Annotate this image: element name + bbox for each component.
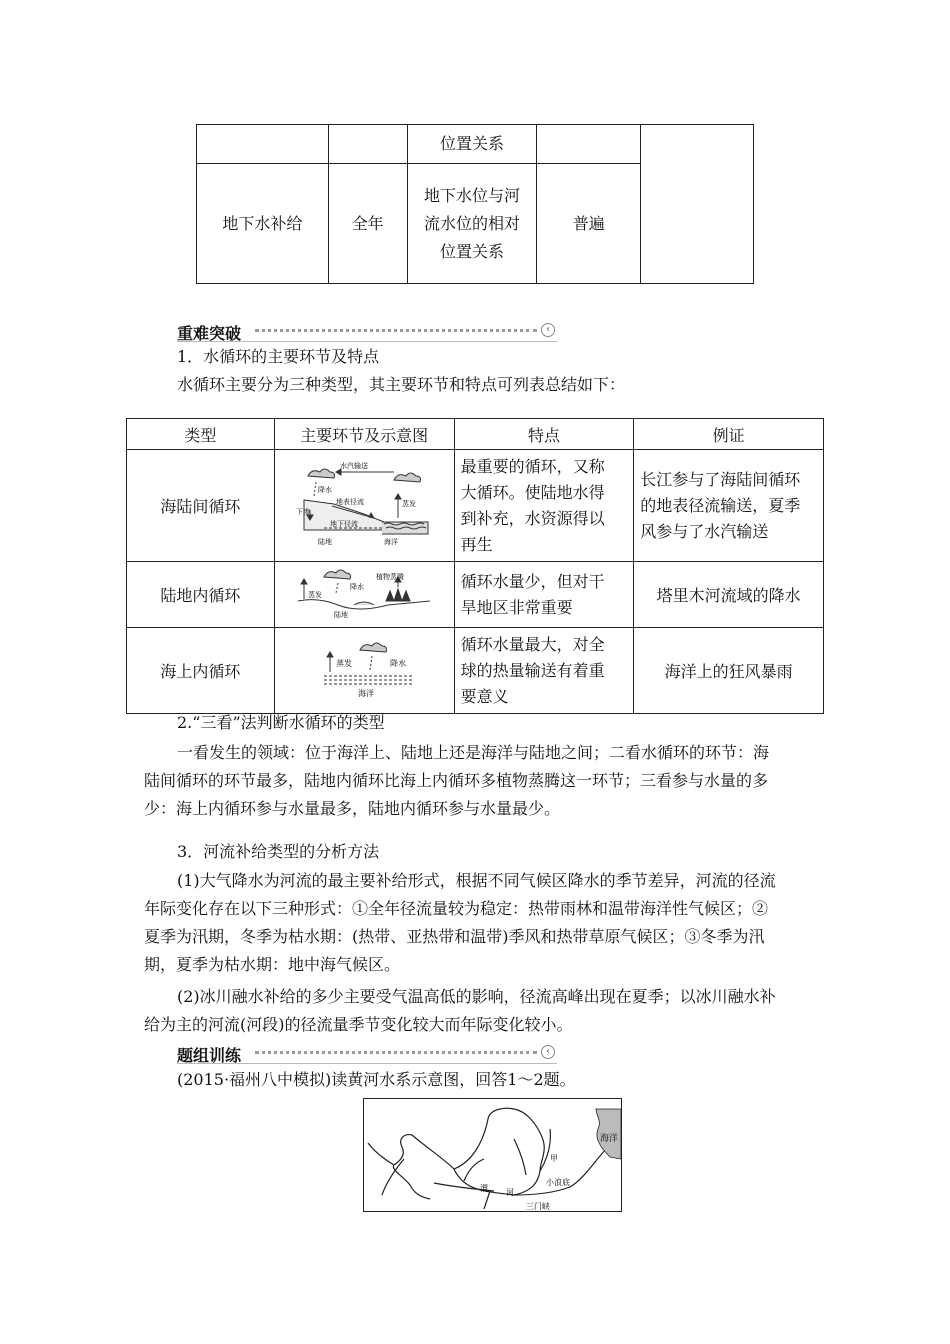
water-cycle-table bbox=[126, 418, 824, 714]
top-table-cell: 地下水位与河 流水位的相对 位置关系 bbox=[407, 164, 537, 284]
section2-intro: (2015·福州八中模拟)读黄河水系示意图，回答1～2题。 bbox=[177, 1070, 576, 1089]
chevron-left-icon: ‹ bbox=[541, 1045, 555, 1059]
diagram-label: 地表径流 bbox=[336, 497, 365, 506]
example-cell: 塔里木河流域的降水 bbox=[634, 562, 824, 628]
diagram-cell bbox=[274, 450, 454, 562]
features-cell: 循环水量最大，对全 球的热量输送有着重 要意义 bbox=[454, 628, 634, 714]
section-heading-1 bbox=[177, 320, 557, 342]
example-cell: 长江参与了海陆间循环 的地表径流输送，夏季 风参与了水汽输送 bbox=[634, 450, 824, 562]
section-heading-text: 题组训练 bbox=[177, 1046, 242, 1065]
top-table-cell: 普遍 bbox=[537, 164, 641, 284]
item3-para1: (1)大气降水为河流的最主要补给形式，根据不同气候区降水的季节差异，河流的径流 年际变化存在以下三种形式：①全年径流量较为稳定：热带雨林和温带海洋性气候区；② 夏季为汛期，冬季为枯水期：(热带、亚热带和温带)季风和热带草原气候区；③冬季为汛 期，夏季为枯水期：地中海气候区。 bbox=[144, 871, 776, 974]
item2-title: 2.“三看”法判断水循环的类型 bbox=[177, 713, 385, 732]
sea-land-cycle-diagram bbox=[294, 456, 434, 552]
features-cell: 循环水量少，但对干 旱地区非常重要 bbox=[454, 562, 634, 628]
item1-title: 1．水循环的主要环节及特点 bbox=[177, 347, 380, 366]
top-table-cell: 地下水补给 bbox=[197, 164, 329, 284]
heading-underline bbox=[177, 341, 557, 342]
table-row bbox=[127, 450, 824, 562]
diagram-label: 海洋 bbox=[384, 537, 399, 546]
heading-divider bbox=[255, 329, 537, 332]
cycle-type: 海陆间循环 bbox=[127, 450, 275, 562]
top-table-cell bbox=[197, 125, 329, 164]
diagram-label: 降水 bbox=[390, 658, 407, 668]
diagram-label: 陆地 bbox=[318, 537, 333, 546]
land-cycle-diagram bbox=[294, 565, 434, 621]
diagram-label: 降水 bbox=[350, 582, 365, 591]
item1-intro: 水循环主要分为三种类型，其主要环节和特点可列表总结如下： bbox=[177, 375, 626, 394]
table-header: 例证 bbox=[634, 419, 824, 450]
heading-underline bbox=[177, 1063, 557, 1064]
map-label-sea: 海洋 bbox=[600, 1134, 619, 1144]
map-label-he: 河 bbox=[506, 1188, 514, 1197]
river-system-svg bbox=[364, 1099, 621, 1211]
item2-body: 一看发生的领域：位于海洋上、陆地上还是海洋与陆地之间；二看水循环的环节：海 陆间循环的环节最多，陆地内循环比海上内循环多植物蒸腾这一环节；三看参与水量的多 少：海上内循环参与水量最多，陆地内循环参与水量最少。 bbox=[144, 743, 770, 818]
diagram-label: 蒸发 bbox=[402, 499, 417, 508]
yellow-river-map bbox=[363, 1098, 622, 1212]
cycle-type: 海上内循环 bbox=[127, 628, 275, 714]
item3-title: 3．河流补给类型的分析方法 bbox=[177, 842, 380, 861]
table-row bbox=[127, 628, 824, 714]
diagram-label: 植物蒸腾 bbox=[376, 572, 405, 581]
table-row bbox=[127, 562, 824, 628]
ocean-cycle-diagram bbox=[294, 636, 434, 702]
section-heading-text: 重难突破 bbox=[177, 324, 242, 343]
diagram-label: 水汽输送 bbox=[340, 461, 369, 470]
map-label-wei: 渭 bbox=[480, 1184, 488, 1193]
section-heading-2 bbox=[177, 1042, 557, 1064]
cycle-type: 陆地内循环 bbox=[127, 562, 275, 628]
top-table-cell bbox=[328, 125, 407, 164]
map-label-sanmenxia: 三门峡 bbox=[526, 1202, 550, 1211]
map-label-xiaolangdi: 小浪底 bbox=[546, 1178, 570, 1187]
top-table bbox=[196, 124, 754, 284]
item3-para2: (2)冰川融水补给的多少主要受气温高低的影响，径流高峰出现在夏季；以冰川融水补 给为主的河流(河段)的径流量季节变化较大而年际变化较小。 bbox=[144, 987, 776, 1034]
top-table-cell bbox=[641, 125, 754, 284]
diagram-label: 地下径流 bbox=[330, 519, 359, 528]
table-header: 类型 bbox=[127, 419, 275, 450]
heading-divider bbox=[255, 1051, 537, 1054]
diagram-label: 海洋 bbox=[358, 688, 375, 698]
top-table-cell: 位置关系 bbox=[407, 125, 537, 164]
example-cell: 海洋上的狂风暴雨 bbox=[634, 628, 824, 714]
diagram-label: 降水 bbox=[318, 485, 333, 494]
top-table-cell: 全年 bbox=[328, 164, 407, 284]
diagram-cell bbox=[274, 562, 454, 628]
top-table-cell bbox=[537, 125, 641, 164]
diagram-label: 蒸发 bbox=[308, 590, 323, 599]
diagram-cell bbox=[274, 628, 454, 714]
table-header: 特点 bbox=[454, 419, 634, 450]
map-label-jia: 甲 bbox=[550, 1154, 558, 1163]
diagram-label: 下渗 bbox=[296, 507, 311, 516]
features-cell: 最重要的循环，又称 大循环。使陆地水得 到补充，水资源得以 再生 bbox=[454, 450, 634, 562]
table-header: 主要环节及示意图 bbox=[274, 419, 454, 450]
chevron-left-icon: ‹ bbox=[541, 323, 555, 337]
diagram-label: 陆地 bbox=[334, 610, 349, 619]
diagram-label: 蒸发 bbox=[336, 658, 353, 668]
